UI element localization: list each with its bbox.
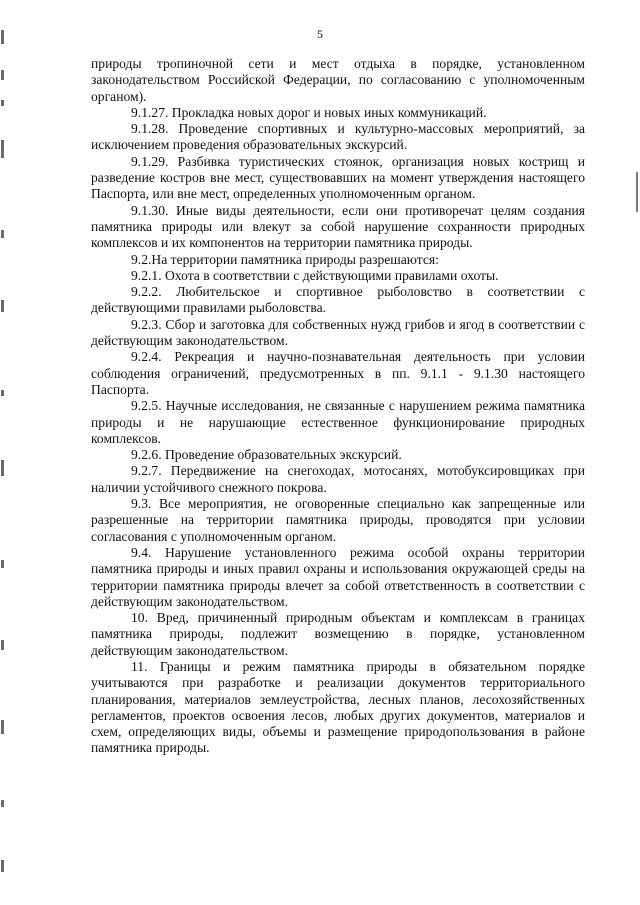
scan-right-mark: [636, 172, 638, 212]
paragraph: 9.4. Нарушение установленного режима особой охраны территории памятника природы и иных правил охраны и использования окружающей среды на территории памятника природы влечет за собой ответственность в соответствии с действующим законодательством.: [91, 544, 585, 609]
paragraph: 11. Границы и режим памятника природы в обязательном порядке учитываются при разработке и реализации документов территориального планирования, материалов землеустройства, лесных планов, лесохозяйственных регламентов, проектов освоения лесов, любых других документов, материалов и схем, определяющих виды, объемы и размещение природопользования в районе памятника природы.: [91, 658, 585, 756]
paragraph: природы тропиночной сети и мест отдыха в порядке, установленном законодательством Российской Федерации, по согласованию с уполномоченным органом).: [91, 56, 585, 104]
paragraph: 9.1.27. Прокладка новых дорог и новых иных коммуникаций.: [131, 104, 487, 120]
page-number: 5: [317, 27, 323, 41]
paragraph: 9.2.На территории памятника природы разрешаются:: [131, 251, 439, 267]
paragraph: 9.1.29. Разбивка туристических стоянок, организация новых кострищ и разведение костров вне мест, существовавших на момент утверждения настоящего Паспорта, или вне мест, определенных уполномоченным органом.: [91, 153, 585, 202]
paragraph: 9.3. Все мероприятия, не оговоренные специально как запрещенные или разрешенные на территории памятника природы, проводятся при условии согласования с уполномоченным органом.: [91, 496, 585, 544]
paragraph: 10. Вред, причиненный природным объектам и комплексам в границах памятника природы, подлежит возмещению в порядке, установленном действующим законодательством.: [91, 610, 585, 658]
scan-margin-marks: [0, 0, 8, 905]
paragraph: 9.2.3. Сбор и заготовка для собственных нужд грибов и ягод в соответствии с действующим законодательством.: [91, 316, 585, 349]
paragraph: 9.2.2. Любительское и спортивное рыболовство в соответствии с действующими правилами рыболовства.: [91, 284, 585, 316]
paragraph: 9.2.7. Передвижение на снегоходах, мотосанях, мотобуксировщиках при наличии устойчивого снежного покрова.: [91, 463, 585, 495]
paragraph: 9.2.1. Охота в соответствии с действующими правилами охоты.: [131, 267, 499, 283]
document-body: [91, 56, 585, 757]
paragraph: 9.2.4. Рекреация и научно-познавательная деятельность при условии соблюдения ограничений, предусмотренных в пп. 9.1.1 - 9.1.30 настоящего Паспорта.: [91, 349, 585, 397]
paragraph: 9.1.30. Иные виды деятельности, если они противоречат целям создания памятника природы или влекут за собой нарушение сохранности природных комплексов и их компонентов на территории памятника природы.: [91, 202, 585, 251]
paragraph: 9.1.28. Проведение спортивных и культурно-массовых мероприятий, за исключением проведения образовательных экскурсий.: [91, 121, 585, 153]
paragraph: 9.2.5. Научные исследования, не связанные с нарушением режима памятника природы и не нарушающие естественное функционирование природных комплексов.: [91, 398, 585, 446]
paragraph: 9.2.6. Проведение образовательных экскурсий.: [131, 447, 402, 463]
